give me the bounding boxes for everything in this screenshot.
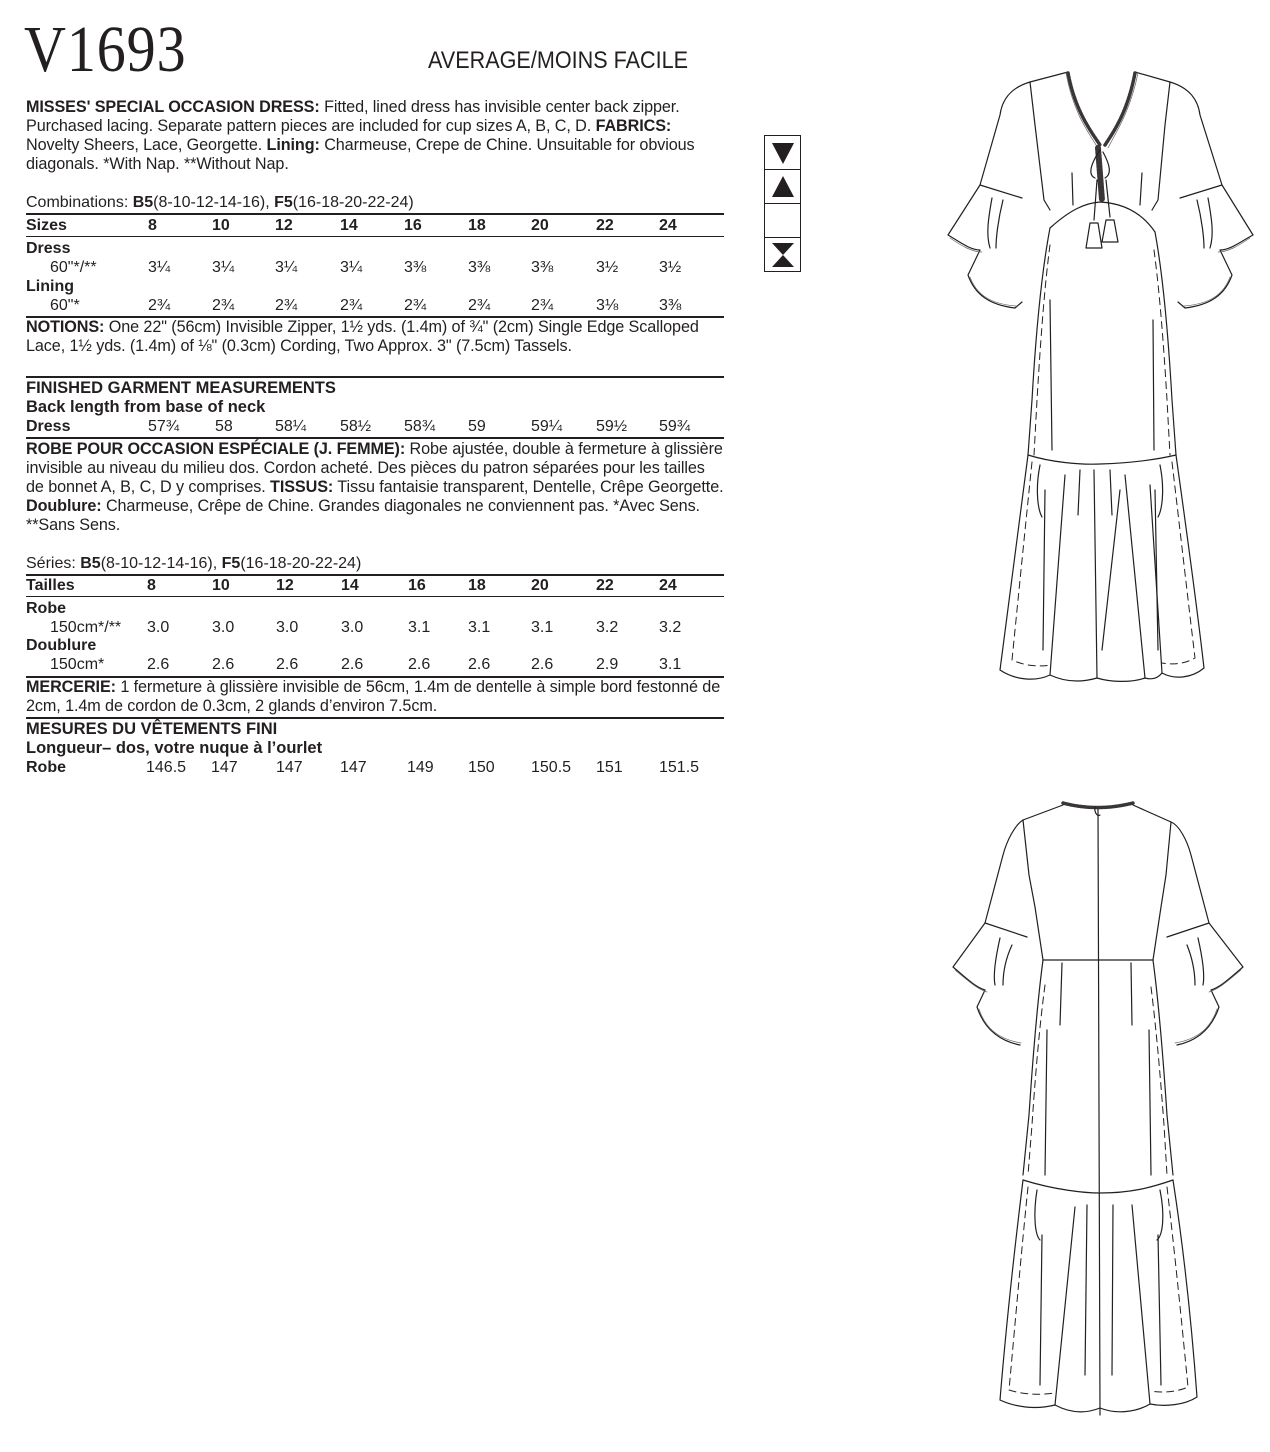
right-sleeve-band: [1180, 185, 1222, 198]
tassel-icon: [1086, 223, 1102, 248]
table-row: 150cm*/** 3.0 3.0 3.0 3.0 3.1 3.1 3.1 3.2 3.2: [50, 619, 682, 636]
lining-label: Doublure:: [26, 497, 102, 515]
english-description: MISSES' SPECIAL OCCASION DRESS: Fitted, lined dress has invisible center back zipper. Purchased lacing. Separate pattern pieces are included for cup sizes A, B, C, D. FABRICS: Novelty Sheers, Lace, Georgette. Lining: Charmeuse, Crepe de Chine. Unsuitable for obvious diagonals. *With Nap. **Without Nap.: [26, 98, 695, 173]
finished-measurements-title: FINISHED GARMENT MEASUREMENTS: [26, 379, 336, 397]
pattern-number: V1693: [24, 13, 187, 86]
finished-measurements-title: MESURES DU VÊTEMENTS FINI: [26, 720, 278, 738]
sizes-header-row: Sizes 8 10 12 14 16 18 20 22 24: [26, 217, 677, 234]
mercerie: MERCERIE: 1 fermeture à glissière invisible de 56cm, 1.4m de dentelle à simple bord festonné de 2cm, 1.4m de cordon de 0.3cm, 2 glands d’environ 7.5cm.: [26, 678, 721, 715]
french-description: ROBE POUR OCCASION ESPÉCIALE (J. FEMME): Robe ajustée, double à fermeture à glissière invisible au niveau du milieu dos. Cordon acheté. Des pièces du patron séparées pour les tailles de bonnet A, B, C, D y comprises. TISSUS: Tissu fantaisie transparent, Dentelle, Crêpe Georgette. Doublure: Charmeuse, Crêpe de Chine. Grandes diagonales ne conviennent pas. *Avec Sens. **Sans Sens.: [26, 440, 724, 534]
difficulty-level: AVERAGE/MOINS FACILE: [428, 47, 689, 74]
dress-front-view-illustration: [940, 70, 1260, 695]
divider: [26, 236, 724, 237]
table-row: 60"* 2¾ 2¾ 2¾ 2¾ 2¾ 2¾ 2¾ 3⅛ 3⅜: [50, 297, 682, 314]
divider: [26, 213, 724, 215]
divider: [26, 596, 724, 597]
finished-measurements-subtitle: Longueur– dos, votre nuque à l’ourlet: [26, 739, 323, 757]
right-sleeve: [1170, 82, 1253, 308]
nap-symbols: [764, 135, 801, 272]
divider: [26, 437, 724, 439]
tassel-icon: [1102, 220, 1118, 242]
table-row: 60"*/** 3¼ 3¼ 3¼ 3¼ 3⅜ 3⅜ 3⅜ 3½ 3½: [50, 259, 682, 276]
table-row: 150cm* 2.6 2.6 2.6 2.6 2.6 2.6 2.6 2.9 3.1: [50, 656, 682, 673]
mercerie-label: MERCERIE:: [26, 678, 116, 696]
divider: [26, 717, 724, 719]
nap-down-triangle-icon: [765, 136, 800, 170]
left-sleeve-band: [980, 185, 1022, 198]
sizes-header-row: Tailles 8 10 12 14 16 18 20 22 24: [26, 577, 677, 594]
fabrics-label: FABRICS:: [595, 117, 672, 135]
nap-up-triangle-icon: [765, 170, 800, 204]
dress-back-view-illustration: [945, 795, 1260, 1435]
table-section-label: Dress: [26, 240, 71, 257]
combinations-line: Combinations: B5(8-10-12-14-16), F5(16-18-20-22-24): [26, 194, 414, 211]
left-sleeve: [948, 82, 1030, 308]
lining-label: Lining:: [266, 136, 320, 154]
series-line: Séries: B5(8-10-12-14-16), F5(16-18-20-22-24): [26, 555, 362, 572]
finished-measurements-subtitle: Back length from base of neck: [26, 398, 266, 416]
divider: [26, 376, 724, 378]
finished-measurements-row: Robe 146.5 147 147 147 149 150 150.5 151 151.5: [26, 759, 700, 776]
notions: NOTIONS: One 22" (56cm) Invisible Zipper, 1½ yds. (1.4m) of ¾" (2cm) Single Edge Scalloped Lace, 1½ yds. (1.4m) of ⅛" (0.3cm) Cording, Two Approx. 3" (7.5cm) Tassels.: [26, 318, 699, 355]
without-nap-hourglass-icon: [765, 238, 800, 271]
fabrics-label: TISSUS:: [270, 478, 334, 496]
description-title: MISSES' SPECIAL OCCASION DRESS:: [26, 98, 320, 116]
notions-label: NOTIONS:: [26, 318, 105, 336]
table-section-label: Lining: [26, 278, 74, 295]
table-section-label: Robe: [26, 600, 66, 617]
table-section-label: Doublure: [26, 637, 97, 654]
finished-measurements-row: Dress 57¾ 58 58¼ 58½ 58¾ 59 59¼ 59½ 59¾: [26, 418, 691, 435]
blank-symbol-cell: [765, 204, 800, 238]
description-title: ROBE POUR OCCASION ESPÉCIALE (J. FEMME):: [26, 440, 406, 458]
